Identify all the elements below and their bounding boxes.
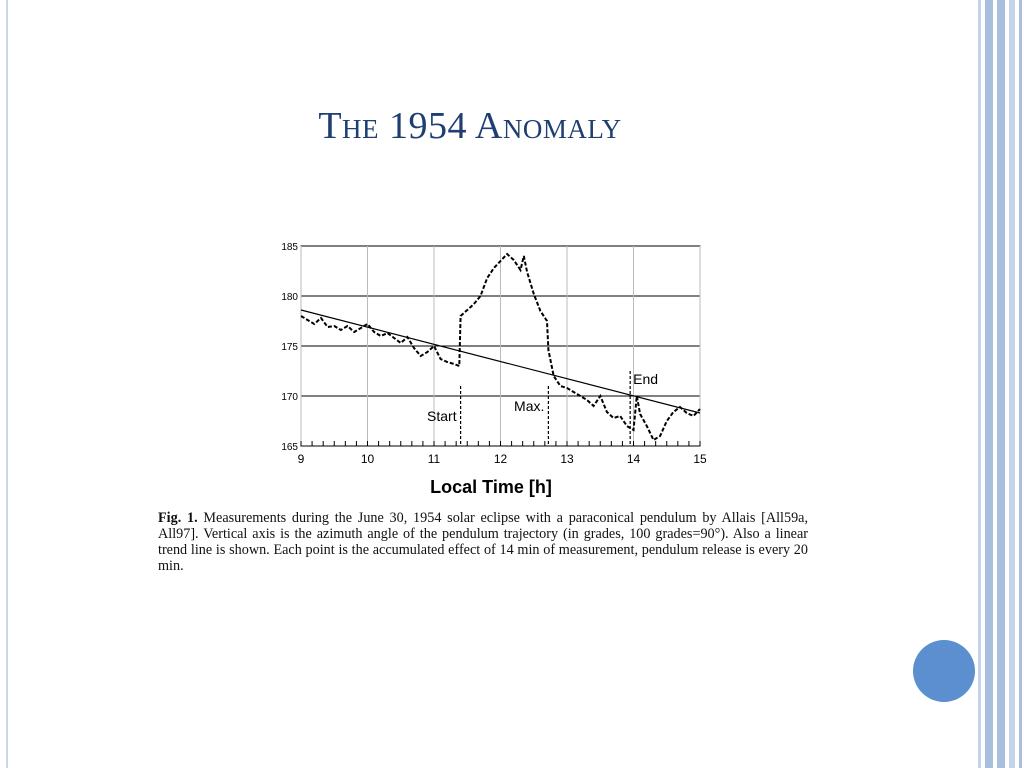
x-tick-label: 9 (297, 452, 305, 466)
x-tick-label: 13 (560, 452, 574, 466)
slide-frame-right-line-1 (978, 0, 981, 768)
y-tick-label: 170 (281, 392, 298, 403)
y-tick-label: 165 (281, 442, 298, 453)
marker-label: Max. (514, 398, 545, 414)
y-tick-label: 180 (281, 292, 298, 303)
chart-ticks (281, 242, 707, 466)
x-tick-label: 10 (360, 452, 375, 466)
x-tick-label: 12 (493, 452, 508, 466)
caption-lead: Fig. 1. (158, 510, 198, 526)
figure-caption (158, 510, 808, 574)
slide-nav-circle[interactable] (913, 640, 975, 702)
figure (150, 236, 820, 596)
slide-frame-right-bar-1 (985, 0, 993, 768)
event-markers (427, 371, 658, 446)
marker-label: End (633, 371, 659, 387)
x-tick-label: 15 (693, 452, 707, 466)
slide-frame-right-bar-2 (997, 0, 1005, 768)
y-tick-label: 175 (281, 342, 298, 353)
slide-frame-right-bar-3 (1009, 0, 1015, 768)
x-axis-label: Local Time [h] (430, 477, 552, 497)
slide-title: The 1954 Anomaly (318, 105, 622, 147)
x-tick-label: 11 (427, 452, 441, 466)
x-tick-label: 14 (626, 452, 641, 466)
slide-frame-right-line-2 (1019, 0, 1022, 768)
y-tick-label: 185 (281, 242, 298, 253)
pendulum-chart (150, 236, 720, 501)
caption-text: Measurements during the June 30, 1954 solar eclipse with a paraconical pendulum by Allais [All59a, All97]. Vertical axis is the azimuth angle of the pendulum trajectory (in grades, 100 grades=90°). Also a linear trend line is shown. Each point is the accumulated effect of 14 min of measurement, pendulum release is every 20 min. (158, 510, 809, 574)
marker-label: Start (427, 408, 457, 424)
